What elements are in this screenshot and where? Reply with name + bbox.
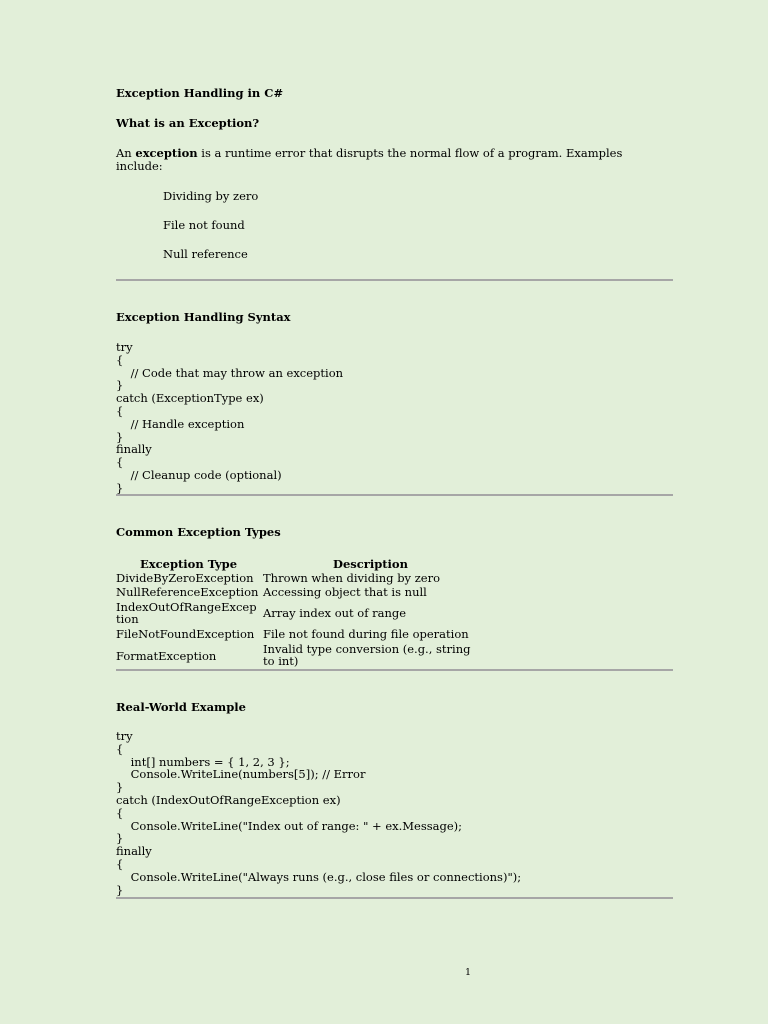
horizontal-rule (116, 897, 673, 899)
page-number: 1 (465, 967, 472, 978)
code-line: try (116, 340, 133, 354)
example-item: Null reference (163, 247, 248, 261)
document-page (116, 0, 673, 1024)
code-line: } (116, 882, 124, 897)
intro-prefix: An (116, 146, 136, 160)
section-heading-syntax: Exception Handling Syntax (116, 310, 291, 324)
code-line: { (116, 856, 124, 871)
code-line: // Cleanup code (optional) (116, 467, 282, 482)
table-cell-type: NullReferenceException (116, 585, 259, 599)
table-cell-type: DivideByZeroException (116, 571, 254, 585)
table-cell-description: Array index out of range (263, 606, 407, 620)
code-line: } (116, 780, 124, 795)
code-line: try (116, 729, 133, 743)
code-line: finally (116, 442, 152, 457)
code-line: Console.WriteLine(numbers[5]); // Error (116, 767, 366, 782)
code-line: // Handle exception (116, 416, 245, 431)
example-item: Dividing by zero (163, 189, 259, 203)
code-line: { (116, 455, 124, 470)
table-cell-description: Thrown when dividing by zero (263, 571, 440, 585)
table-cell-description: Accessing object that is null (263, 585, 427, 599)
code-line: catch (ExceptionType ex) (116, 391, 264, 406)
code-line: } (116, 378, 124, 393)
code-line: { (116, 805, 124, 820)
intro-suffix: is a runtime error that disrupts the normal flow of a program. Examples include: (116, 146, 623, 173)
section-heading-common-types: Common Exception Types (116, 525, 281, 539)
intro-bold-term: exception (135, 146, 198, 160)
code-line: } (116, 429, 124, 444)
table-cell-description: Invalid type conversion (e.g., string to int) (263, 642, 471, 668)
code-line: finally (116, 844, 152, 859)
code-line: Console.WriteLine("Always runs (e.g., close files or connections)"); (116, 869, 522, 884)
table-cell-type: FileNotFoundException (116, 627, 255, 641)
code-block-example (116, 730, 521, 896)
document-title: Exception Handling in C# (116, 86, 284, 100)
code-line: catch (IndexOutOfRangeException ex) (116, 792, 341, 807)
code-line: { (116, 403, 124, 418)
code-line: } (116, 831, 124, 846)
table-cell-description: File not found during file operation (263, 627, 469, 641)
code-line: { (116, 352, 124, 367)
code-line: } (116, 480, 124, 495)
code-line: { (116, 741, 124, 756)
intro-paragraph (116, 147, 656, 173)
code-line: // Code that may throw an exception (116, 365, 344, 380)
section-heading-real-world: Real-World Example (116, 700, 246, 714)
table-header-exception-type: Exception Type (140, 557, 238, 571)
code-block-syntax (116, 341, 343, 495)
example-item: File not found (163, 218, 245, 232)
section-heading-what-is-exception: What is an Exception? (116, 116, 260, 130)
table-header-description: Description (333, 557, 408, 571)
table-cell-type: FormatException (116, 649, 217, 663)
horizontal-rule (116, 669, 673, 671)
table-cell-type: IndexOutOfRangeExcep tion (116, 600, 257, 626)
horizontal-rule (116, 279, 673, 281)
horizontal-rule (116, 494, 673, 496)
code-line: int[] numbers = { 1, 2, 3 }; (116, 754, 290, 769)
code-line: Console.WriteLine("Index out of range: " + ex.Message); (116, 818, 463, 833)
